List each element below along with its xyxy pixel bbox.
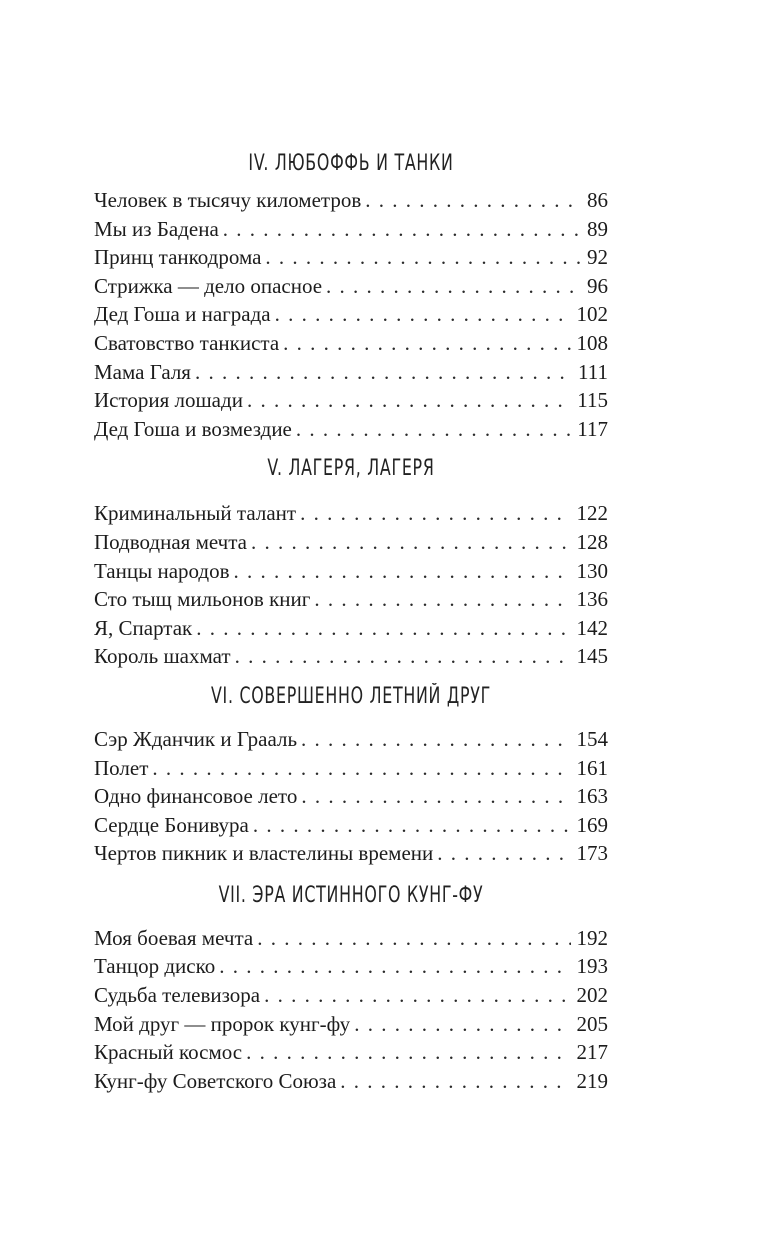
toc-entry[interactable] (94, 811, 608, 840)
entry-page-number: 130 (576, 558, 608, 583)
dot-leader (253, 811, 571, 840)
entry-page-number: 136 (576, 587, 608, 612)
toc-entry[interactable] (94, 754, 608, 783)
entry-page-number: 145 (576, 644, 608, 669)
entry-page-number: 142 (576, 615, 608, 640)
entry-page-number: 193 (576, 954, 608, 979)
dot-leader (246, 1038, 570, 1067)
entry-title: Мой друг — пророк кунг-фу (94, 1011, 351, 1036)
dot-leader (251, 528, 571, 557)
toc-entry[interactable] (94, 981, 608, 1010)
toc-entry[interactable] (94, 557, 608, 586)
section-entries-iv (94, 186, 608, 443)
section-title-v: V. ЛАГЕРЯ, ЛАГЕРЯ (267, 456, 435, 482)
toc-entry[interactable] (94, 614, 608, 643)
entry-page-number: 92 (587, 245, 608, 270)
toc-entry[interactable] (94, 725, 608, 754)
section-title-vii: VII. ЭРА ИСТИННОГО КУНГ-ФУ (218, 882, 484, 908)
toc-entry[interactable] (94, 839, 608, 868)
entry-title: Король шахмат (94, 644, 231, 669)
entry-page-number: 96 (587, 273, 608, 298)
dot-leader (283, 329, 570, 358)
entry-title: Красный космос (94, 1040, 243, 1065)
dot-leader (301, 782, 570, 811)
entry-title: Стрижка — дело опасное (94, 273, 323, 298)
dot-leader (365, 186, 581, 215)
dot-leader (275, 300, 571, 329)
dot-leader (152, 754, 570, 783)
entry-page-number: 169 (576, 812, 608, 837)
dot-leader (326, 272, 581, 301)
entry-title: Дед Гоша и возмездие (94, 416, 292, 441)
table-of-contents (94, 142, 608, 1095)
dot-leader (354, 1010, 570, 1039)
dot-leader (300, 499, 570, 528)
entry-title: Сердце Бонивура (94, 812, 249, 837)
dot-leader (234, 557, 571, 586)
entry-title: Полет (94, 755, 149, 780)
dot-leader (340, 1067, 570, 1096)
entry-page-number: 102 (576, 302, 608, 327)
toc-entry[interactable] (94, 186, 608, 215)
entry-page-number: 86 (587, 188, 608, 212)
toc-entry[interactable] (94, 415, 608, 444)
dot-leader (264, 981, 570, 1010)
entry-page-number: 154 (576, 726, 608, 751)
section-entries-vi (94, 725, 608, 868)
entry-title: Мама Галя (94, 359, 191, 384)
dot-leader (437, 839, 570, 868)
entry-title: Принц танкодрома (94, 245, 262, 270)
entry-title: Дед Гоша и награда (94, 302, 271, 327)
entry-title: Подводная мечта (94, 529, 247, 554)
entry-title: Кунг-фу Советского Союза (94, 1068, 337, 1093)
section-entries-v (94, 499, 608, 671)
toc-entry[interactable] (94, 329, 608, 358)
toc-entry[interactable] (94, 243, 608, 272)
dot-leader (301, 725, 570, 754)
entry-title: Сто тыщ мильонов книг (94, 587, 311, 612)
entry-page-number: 122 (576, 501, 608, 526)
dot-leader (296, 415, 571, 444)
dot-leader (265, 243, 581, 272)
toc-entry[interactable] (94, 528, 608, 557)
entry-title: История лошади (94, 388, 243, 413)
entry-page-number: 111 (578, 359, 608, 384)
toc-entry[interactable] (94, 585, 608, 614)
entry-title: Сэр Жданчик и Грааль (94, 726, 298, 751)
entry-page-number: 128 (576, 529, 608, 554)
entry-title: Моя боевая мечта (94, 925, 254, 950)
dot-leader (247, 386, 571, 415)
dot-leader (235, 642, 571, 671)
entry-page-number: 115 (577, 388, 608, 413)
entry-page-number: 89 (587, 216, 608, 241)
dot-leader (219, 952, 570, 981)
entry-title: Танцор диско (94, 954, 216, 979)
entry-page-number: 192 (576, 925, 608, 950)
dot-leader (314, 585, 570, 614)
toc-entry[interactable] (94, 1038, 608, 1067)
toc-entry[interactable] (94, 952, 608, 981)
toc-entry[interactable] (94, 1067, 608, 1096)
toc-entry[interactable] (94, 642, 608, 671)
toc-entry[interactable] (94, 215, 608, 244)
entry-page-number: 117 (577, 416, 608, 441)
dot-leader (223, 215, 581, 244)
toc-entry[interactable] (94, 1010, 608, 1039)
section-entries-vii (94, 924, 608, 1096)
dot-leader (196, 614, 570, 643)
entry-title: Мы из Бадена (94, 216, 219, 241)
toc-entry[interactable] (94, 300, 608, 329)
entry-page-number: 173 (576, 841, 608, 866)
toc-entry[interactable] (94, 386, 608, 415)
toc-entry[interactable] (94, 272, 608, 301)
entry-title: Человек в тысячу километров (94, 188, 362, 212)
entry-page-number: 108 (576, 330, 608, 355)
entry-title: Я, Спартак (94, 615, 193, 640)
entry-page-number: 163 (576, 784, 608, 809)
entry-page-number: 219 (576, 1068, 608, 1093)
toc-entry[interactable] (94, 782, 608, 811)
toc-entry[interactable] (94, 358, 608, 387)
entry-title: Судьба телевизора (94, 983, 261, 1008)
section-title-iv: IV. ЛЮБОФФЬ И ТАНКИ (248, 151, 454, 176)
toc-entry[interactable] (94, 924, 608, 953)
entry-page-number: 205 (576, 1011, 608, 1036)
entry-title: Сватовство танкиста (94, 330, 280, 355)
entry-title: Танцы народов (94, 558, 230, 583)
section-title-vi: VI. СОВЕРШЕННО ЛЕТНИЙ ДРУГ (210, 683, 492, 709)
toc-entry[interactable] (94, 499, 608, 528)
dot-leader (195, 358, 572, 387)
entry-title: Одно финансовое лето (94, 784, 298, 809)
dot-leader (257, 924, 570, 953)
entry-page-number: 217 (576, 1040, 608, 1065)
entry-title: Криминальный талант (94, 501, 297, 526)
entry-title: Чертов пикник и властелины времени (94, 841, 434, 866)
entry-page-number: 202 (576, 983, 608, 1008)
entry-page-number: 161 (576, 755, 608, 780)
